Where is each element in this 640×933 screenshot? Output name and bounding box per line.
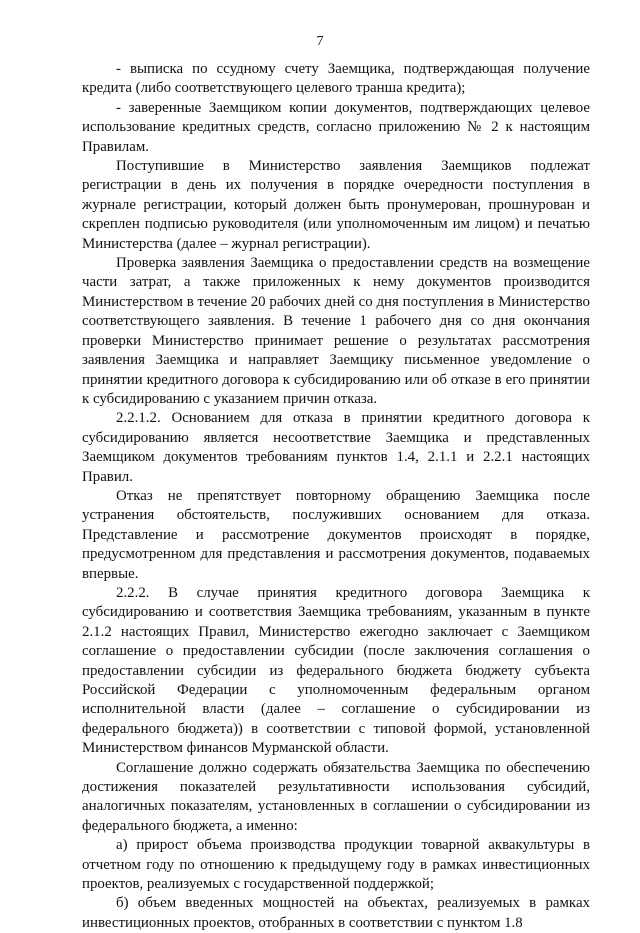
paragraph-indicator-a: а) прирост объема производства продукции товарной аквакультуры в отчетном году по отношению к предыдущему году в рамках инвестиционных проектов, реализуемых с государственной поддержкой; <box>82 837 590 893</box>
paragraph-clause-2-2-2: 2.2.2. В случае принятия кредитного договора Заемщика к субсидированию и соответствия Заемщика требованиям, указанным в пункте 2.1.2 настоящих Правил, Министерство ежегодно заключает с Заемщиком соглашение о предоставлении субсидии (после заключения соглашения о предоставлении субсидии из федерального бюджета бюджету субъекта Российской Федерации с уполномоченным федеральным органом исполнительной власти (далее – соглашение о субсидировании из федерального бюджета)) в соответствии с типовой формой, установленной Министерством финансов Мурманской области. <box>82 584 590 757</box>
paragraph-loan-account-statement: - выписка по ссудному счету Заемщика, подтверждающая получение кредита (либо соответствующего целевого транша кредита); <box>82 61 590 97</box>
document-body <box>82 60 590 933</box>
paragraph-indicator-b: б) объем введенных мощностей на объектах, реализуемых в рамках инвестиционных проектов, отобранных в соответствии с пунктом 1.8 <box>82 895 590 931</box>
paragraph-clause-2-2-1-2: 2.2.1.2. Основанием для отказа в принятии кредитного договора к субсидированию является несоответствие Заемщика и представленных Заемщиком документов требованиям пунктов 1.4, 2.1.1 и 2.2.1 настоящих Правил. <box>82 410 590 485</box>
paragraph-application-review: Проверка заявления Заемщика о предоставлении средств на возмещение части затрат, а также приложенных к нему документов производится Министерством в течение 20 рабочих дней со дня поступления в Министерство соответствующего заявления. В течение 1 рабочего дня со дня окончания проверки Министерство принимает решение о результатах рассмотрения заявления Заемщика и направляет Заемщику письменное уведомление о принятии кредитного договора к субсидированию или об отказе в его принятии к субсидированию с указанием причин отказа. <box>82 255 590 407</box>
paragraph-certified-copies: - заверенные Заемщиком копии документов, подтверждающих целевое использование кредитных средств, согласно приложению № 2 к настоящим Правилам. <box>82 99 590 155</box>
page-number: 7 <box>316 34 324 49</box>
paragraph-agreement-obligations: Соглашение должно содержать обязательства Заемщика по обеспечению достижения показателей результативности использования субсидий, аналогичных показателям, установленных в соглашении о субсидировании из федерального бюджета, а именно: <box>82 759 590 834</box>
paragraph-registration: Поступившие в Министерство заявления Заемщиков подлежат регистрации в день их получения в порядке очередности поступления в журнале регистрации, который должен быть пронумерован, прошнурован и скреплен подписью руководителя (или уполномоченным им лицом) и печатью Министерства (далее – журнал регистрации). <box>82 158 590 252</box>
paragraph-refusal-reapplication: Отказ не препятствует повторному обращению Заемщика после устранения обстоятельств, послуживших основанием для отказа. Представление и рассмотрение документов происходят в порядке, предусмотренном для представления и рассмотрения документов, подаваемых впервые. <box>82 487 590 582</box>
